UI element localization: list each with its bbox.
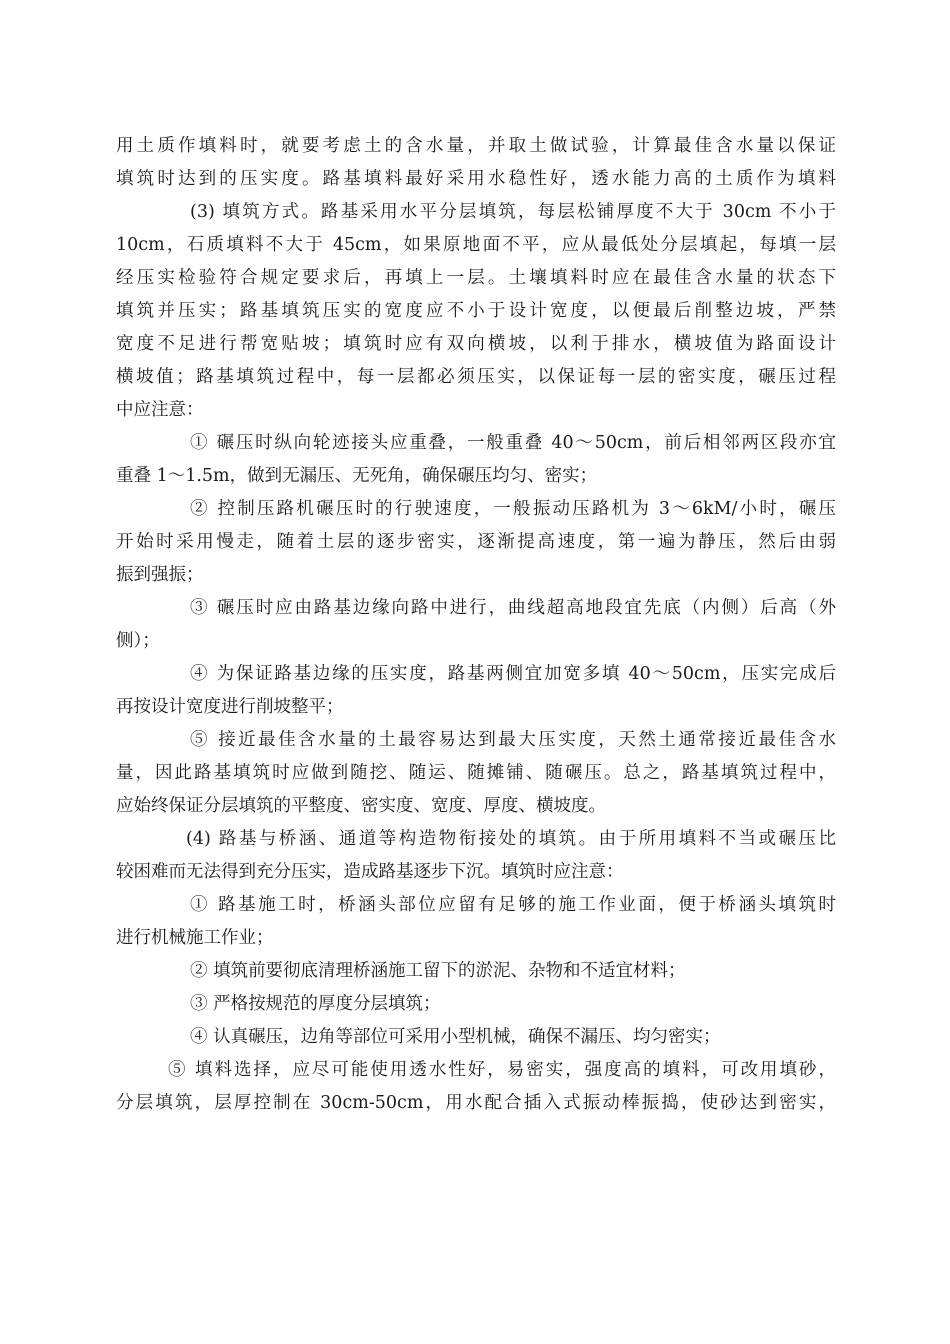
text-line: 再按设计宽度进行削坡整平； [116,697,344,717]
text-line: 10cm，石质填料不大于 45cm，如果原地面不平，应从最低处分层填起，每填一层 [116,235,836,255]
section-heading-3: (3) 填筑方式。路基采用水平分层填筑，每层松铺厚度不大于 30cm 不小于 [190,202,836,222]
section-heading-4: (4) 路基与桥涵、通道等构造物衔接处的填筑。由于所用填料不当或碾压比 [186,829,836,849]
text-line: 振到强振； [116,565,204,585]
document-body [116,130,836,1120]
text-line: 填筑并压实；路基填筑压实的宽度应不小于设计宽度，以便最后削整边坡，严禁 [116,301,836,321]
text-line: 用土质作填料时，就要考虑土的含水量，并取土做试验，计算最佳含水量以保证 [116,136,836,156]
list-item-2: ② 填筑前要彻底清理桥涵施工留下的淤泥、杂物和不适宜材料； [190,961,686,981]
text-line: 宽度不足进行帮宽贴坡；填筑时应有双向横坡，以利于排水，横坡值为路面设计 [116,334,836,354]
text-line: 应始终保证分层填筑的平整度、密实度、宽度、厚度、横坡度。 [116,796,606,816]
list-item-1: ① 碾压时纵向轮迹接头应重叠，一般重叠 40～50cm，前后相邻两区段亦宜 [190,433,836,453]
list-item-1: ① 路基施工时，桥涵头部位应留有足够的施工作业面，便于桥涵头填筑时 [190,895,836,915]
list-item-2: ② 控制压路机碾压时的行驶速度，一般振动压路机为 3～6kM/小时，碾压 [190,499,836,519]
text-line: 填筑时达到的压实度。路基填料最好采用水稳性好，透水能力高的土质作为填料 [116,169,836,189]
text-line: 较困难而无法得到充分压实，造成路基逐步下沉。填筑时应注意： [116,862,624,882]
text-line: 进行机械施工作业； [116,928,274,948]
text-line: 分层填筑，层厚控制在 30cm-50cm，用水配合插入式振动棒振捣，使砂达到密实， [116,1093,836,1113]
list-item-4: ④ 认真碾压，边角等部位可采用小型机械，确保不漏压、均匀密实； [190,1027,721,1047]
list-item-4: ④ 为保证路基边缘的压实度，路基两侧宜加宽多填 40～50cm，压实完成后 [190,664,836,684]
text-line: 量，因此路基填筑时应做到随挖、随运、随摊铺、随碾压。总之，路基填筑过程中， [116,763,836,783]
list-item-3: ③ 碾压时应由路基边缘向路中进行，曲线超高地段宜先底（内侧）后高（外 [190,598,836,618]
list-item-5: ⑤ 接近最佳含水量的土最容易达到最大压实度，天然土通常接近最佳含水 [190,730,836,750]
text-line: 中应注意： [116,400,204,420]
list-item-3: ③ 严格按规范的厚度分层填筑； [190,994,441,1014]
text-line: 开始时采用慢走，随着土层的逐步密实，逐渐提高速度，第一遍为静压，然后由弱 [116,532,836,552]
text-line: 侧）； [116,631,160,651]
list-item-5: ⑤ 填料选择，应尽可能使用透水性好，易密实，强度高的填料，可改用填砂， [168,1060,836,1080]
text-line: 经压实检验符合规定要求后，再填上一层。土壤填料时应在最佳含水量的状态下 [116,268,836,288]
text-line: 横坡值；路基填筑过程中，每一层都必须压实，以保证每一层的密实度，碾压过程 [116,367,836,387]
text-line: 重叠 1～1.5m，做到无漏压、无死角，确保碾压均匀、密实； [116,466,598,486]
